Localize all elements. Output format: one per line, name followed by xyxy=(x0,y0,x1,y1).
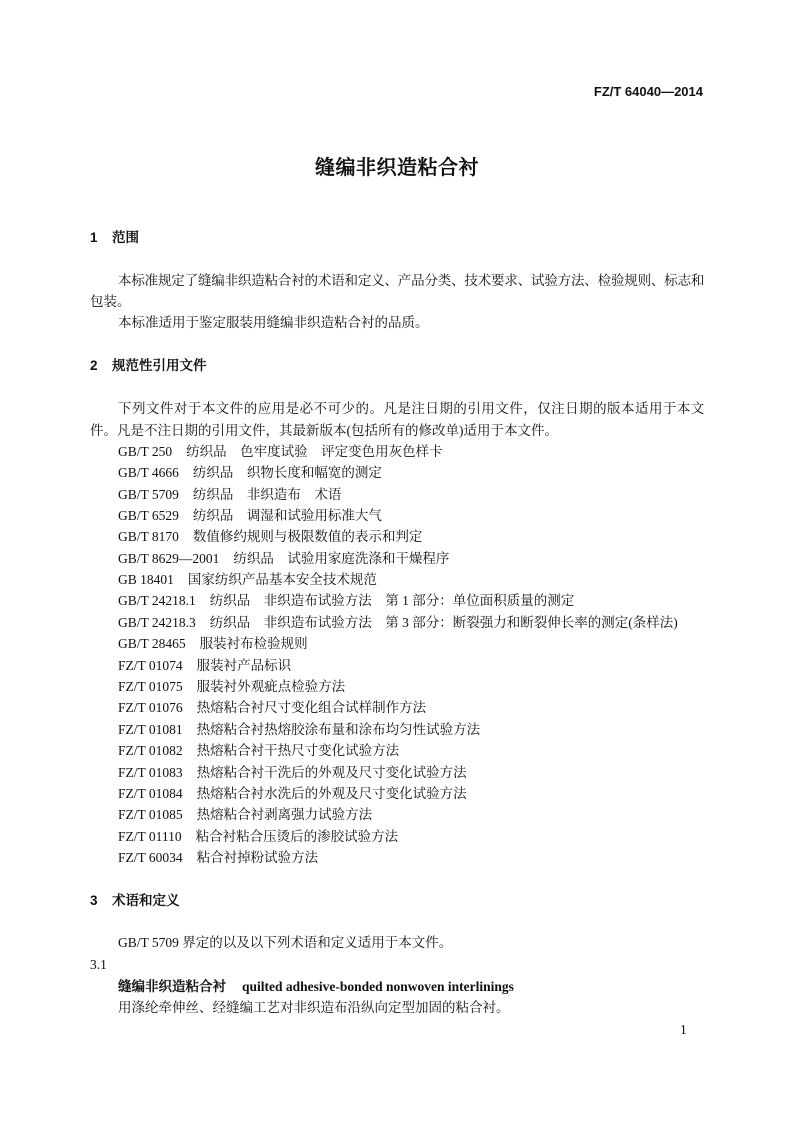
reference-item xyxy=(118,487,341,503)
reference-title: 服装衬产品标识 xyxy=(196,658,292,673)
paragraph-line: 本标准适用于鉴定服装用缝编非织造粘合衬的品质。 xyxy=(118,315,429,330)
reference-title: 纺织品 色牢度试验 评定变色用灰色样卡 xyxy=(186,444,443,459)
paragraph-line: 件。凡是不注日期的引用文件，其最新版本(包括所有的修改单)适用于本文件。 xyxy=(90,423,558,438)
reference-title: 服装衬布检验规则 xyxy=(199,636,308,651)
reference-title: 纺织品 非织造布试验方法 第 3 部分：断裂强力和断裂伸长率的测定(条样法) xyxy=(209,615,678,630)
reference-title: 国家纺织产品基本安全技术规范 xyxy=(187,572,377,587)
reference-code: GB/T 24218.3 xyxy=(118,615,196,630)
reference-code: GB/T 8170 xyxy=(118,529,179,544)
section-number: 1 xyxy=(90,230,98,245)
section-title: 术语和定义 xyxy=(112,893,180,908)
reference-title: 热熔粘合衬水洗后的外观及尺寸变化试验方法 xyxy=(196,786,467,801)
reference-code: FZ/T 01110 xyxy=(118,829,182,844)
reference-code: FZ/T 01081 xyxy=(118,722,183,737)
reference-item xyxy=(118,465,382,481)
reference-title: 纺织品 非织造布试验方法 第 1 部分：单位面积质量的测定 xyxy=(209,593,575,608)
section-number: 3 xyxy=(90,893,98,908)
section-title: 规范性引用文件 xyxy=(112,358,207,373)
reference-item xyxy=(118,551,449,567)
reference-title: 热熔粘合衬干洗后的外观及尺寸变化试验方法 xyxy=(196,765,467,780)
term-number: 3.1 xyxy=(90,957,107,972)
reference-item xyxy=(118,636,308,652)
reference-title: 纺织品 织物长度和幅宽的测定 xyxy=(192,465,382,480)
term-english: quilted adhesive-bonded nonwoven interlinings xyxy=(242,979,514,994)
reference-title: 粘合衬粘合压烫后的渗胶试验方法 xyxy=(195,829,399,844)
reference-code: GB/T 4666 xyxy=(118,465,179,480)
reference-item xyxy=(118,529,422,545)
reference-code: GB/T 24218.1 xyxy=(118,593,196,608)
reference-title: 服装衬外观疵点检验方法 xyxy=(196,679,346,694)
reference-title: 热熔粘合衬干热尺寸变化试验方法 xyxy=(196,743,400,758)
reference-code: GB/T 5709 xyxy=(118,487,179,502)
term-chinese: 缝编非织造粘合衬 xyxy=(118,979,226,994)
reference-title: 热熔粘合衬剥离强力试验方法 xyxy=(196,807,373,822)
reference-code: FZ/T 60034 xyxy=(118,850,183,865)
reference-code: GB/T 6529 xyxy=(118,508,179,523)
section-2-heading xyxy=(90,358,207,374)
paragraph-line: 下列文件对于本文件的应用是必不可少的。凡是注日期的引用文件，仅注日期的版本适用于本文 xyxy=(118,401,704,416)
reference-title: 数值修约规则与极限数值的表示和判定 xyxy=(192,529,423,544)
reference-code: FZ/T 01075 xyxy=(118,679,183,694)
reference-code: FZ/T 01074 xyxy=(118,658,183,673)
reference-code: GB/T 250 xyxy=(118,444,173,459)
paragraph-line: GB/T 5709 界定的以及以下列术语和定义适用于本文件。 xyxy=(118,935,453,950)
reference-code: GB/T 8629—2001 xyxy=(118,551,220,566)
reference-item xyxy=(118,807,372,823)
reference-code: FZ/T 01084 xyxy=(118,786,183,801)
section-number: 2 xyxy=(90,358,98,373)
paragraph-line: 本标准规定了缝编非织造粘合衬的术语和定义、产品分类、技术要求、试验方法、检验规则、标志和 xyxy=(118,273,704,288)
section-3-heading xyxy=(90,893,180,909)
reference-title: 纺织品 调湿和试验用标准大气 xyxy=(192,508,382,523)
document-title: 缝编非织造粘合衬 xyxy=(315,157,479,179)
reference-item xyxy=(118,829,398,845)
section-1-heading xyxy=(90,230,139,246)
term-entry xyxy=(118,979,514,995)
reference-code: FZ/T 01082 xyxy=(118,743,183,758)
reference-item xyxy=(118,700,426,716)
reference-code: FZ/T 01085 xyxy=(118,807,183,822)
term-definition: 用涤纶牵伸丝、经缝编工艺对非织造布沿纵向定型加固的粘合衬。 xyxy=(118,1000,510,1015)
reference-item xyxy=(118,508,382,524)
reference-item xyxy=(118,786,467,802)
reference-code: GB/T 28465 xyxy=(118,636,186,651)
section-title: 范围 xyxy=(112,230,139,245)
reference-item xyxy=(118,850,318,866)
reference-item xyxy=(118,593,574,609)
reference-title: 热熔粘合衬尺寸变化组合试样制作方法 xyxy=(196,700,427,715)
reference-code: GB 18401 xyxy=(118,572,174,587)
reference-item xyxy=(118,444,443,460)
reference-item xyxy=(118,615,678,631)
reference-code: FZ/T 01076 xyxy=(118,700,183,715)
paragraph-line: 包装。 xyxy=(90,294,131,309)
reference-item xyxy=(118,743,399,759)
reference-item xyxy=(118,658,291,674)
reference-title: 粘合衬掉粉试验方法 xyxy=(196,850,319,865)
reference-title: 纺织品 试验用家庭洗涤和干燥程序 xyxy=(233,551,450,566)
reference-item xyxy=(118,722,480,738)
reference-item xyxy=(118,572,377,588)
page-number: 1 xyxy=(680,1022,687,1037)
reference-title: 热熔粘合衬热熔胶涂布量和涂布均匀性试验方法 xyxy=(196,722,481,737)
reference-code: FZ/T 01083 xyxy=(118,765,183,780)
reference-title: 纺织品 非织造布 术语 xyxy=(192,487,342,502)
reference-item xyxy=(118,679,345,695)
reference-item xyxy=(118,765,467,781)
standard-number: FZ/T 64040—2014 xyxy=(593,84,703,99)
